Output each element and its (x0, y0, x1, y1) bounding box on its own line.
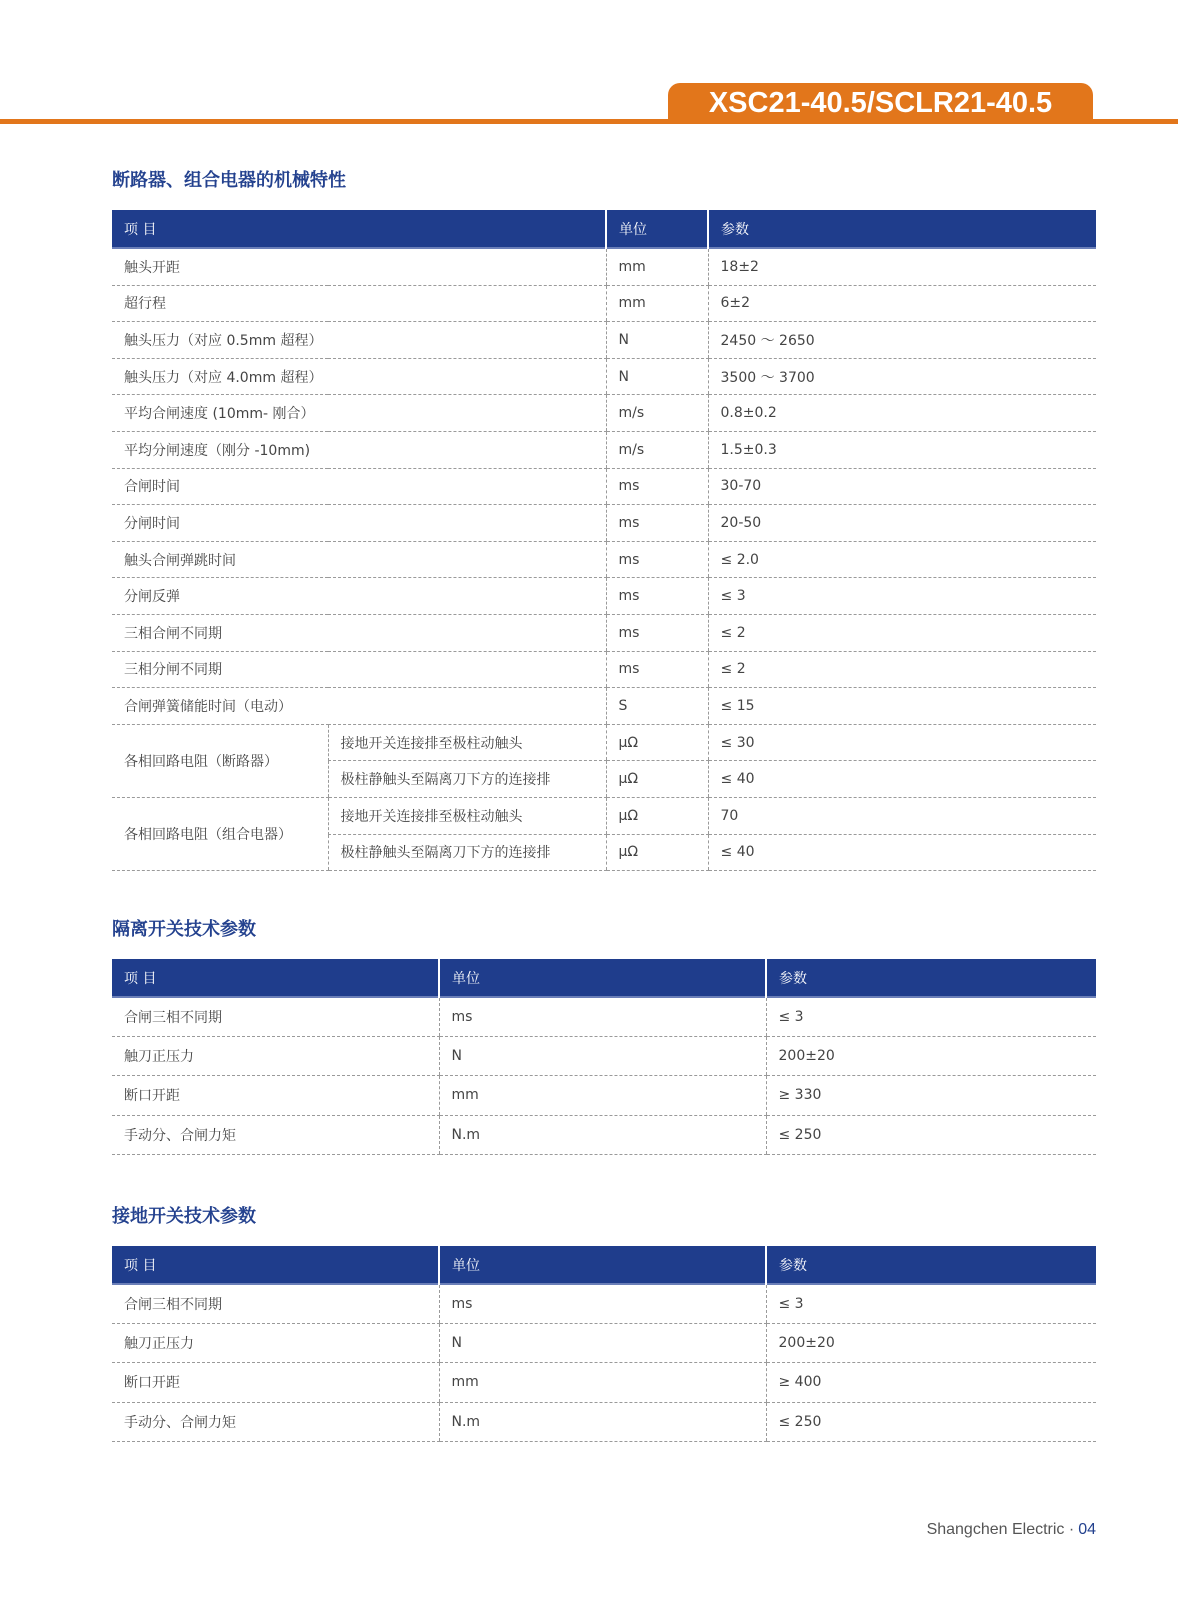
cell-unit: N (606, 358, 708, 395)
cell-value: 3500 ～ 3700 (708, 358, 1096, 395)
cell-unit: m/s (606, 395, 708, 432)
table-row (112, 1076, 1096, 1115)
cell-unit: μΩ (606, 834, 708, 871)
table-row (112, 1363, 1096, 1402)
table-row (112, 505, 1096, 542)
table-row (112, 578, 1096, 615)
cell-item: 断口开距 (112, 1363, 439, 1402)
cell-value: ≥ 330 (766, 1076, 1096, 1115)
cell-item: 三相合闸不同期 (112, 614, 606, 651)
cell-value: ≤ 3 (708, 578, 1096, 615)
cell-unit: N (439, 1324, 766, 1363)
cell-value: 2450 ～ 2650 (708, 322, 1096, 359)
cell-value: ≤ 40 (708, 834, 1096, 871)
cell-value: 18±2 (708, 248, 1096, 285)
section-title-mechanical: 断路器、组合电器的机械特性 (112, 170, 346, 191)
cell-item: 分闸时间 (112, 505, 606, 542)
header-unit: 单位 (439, 1246, 766, 1284)
table-row (112, 614, 1096, 651)
table-row (112, 1284, 1096, 1324)
cell-sub-item: 接地开关连接排至极柱动触头 (328, 724, 606, 761)
cell-unit: S (606, 688, 708, 725)
cell-item: 合闸三相不同期 (112, 1284, 439, 1324)
cell-value: 0.8±0.2 (708, 395, 1096, 432)
cell-sub-item: 极柱静触头至隔离刀下方的连接排 (328, 834, 606, 871)
cell-unit: ms (606, 468, 708, 505)
cell-value: ≤ 3 (766, 997, 1096, 1037)
table-row (112, 285, 1096, 322)
cell-value: 6±2 (708, 285, 1096, 322)
cell-item: 触刀正压力 (112, 1037, 439, 1076)
page-number: 04 (1078, 1521, 1096, 1538)
cell-value: 200±20 (766, 1037, 1096, 1076)
cell-unit: mm (439, 1076, 766, 1115)
table-row (112, 541, 1096, 578)
cell-unit: ms (606, 614, 708, 651)
cell-value: 1.5±0.3 (708, 431, 1096, 468)
cell-value: ≤ 250 (766, 1402, 1096, 1441)
cell-sub-item: 接地开关连接排至极柱动触头 (328, 797, 606, 834)
header-item: 项 目 (112, 959, 439, 997)
cell-unit: ms (606, 578, 708, 615)
table-row (112, 724, 1096, 761)
cell-item: 触刀正压力 (112, 1324, 439, 1363)
group-label: 各相回路电阻（组合电器） (112, 797, 328, 870)
cell-value: ≤ 2.0 (708, 541, 1096, 578)
cell-item: 合闸三相不同期 (112, 997, 439, 1037)
table-row (112, 1115, 1096, 1154)
earthing-switch-table (112, 1246, 1096, 1442)
cell-value: ≤ 2 (708, 651, 1096, 688)
cell-item: 平均合闸速度 (10mm- 刚合） (112, 395, 606, 432)
cell-value: ≤ 30 (708, 724, 1096, 761)
table-row (112, 431, 1096, 468)
mechanical-characteristics-table (112, 210, 1096, 871)
cell-unit: N (606, 322, 708, 359)
cell-item: 触头开距 (112, 248, 606, 285)
header-value: 参数 (766, 959, 1096, 997)
page-footer (927, 1521, 1096, 1539)
cell-unit: ms (606, 651, 708, 688)
cell-unit: mm (606, 248, 708, 285)
cell-value: ≤ 250 (766, 1115, 1096, 1154)
cell-unit: ms (439, 1284, 766, 1324)
cell-unit: μΩ (606, 761, 708, 798)
cell-item: 合闸弹簧储能时间（电动） (112, 688, 606, 725)
cell-value: ≤ 15 (708, 688, 1096, 725)
cell-value: ≤ 40 (708, 761, 1096, 798)
table-row (112, 1037, 1096, 1076)
table-row (112, 395, 1096, 432)
cell-item: 断口开距 (112, 1076, 439, 1115)
footer-brand: Shangchen Electric · (926, 1521, 1075, 1538)
disconnector-table (112, 959, 1096, 1155)
cell-unit: N.m (439, 1402, 766, 1441)
cell-item: 手动分、合闸力矩 (112, 1115, 439, 1154)
cell-value: 30-70 (708, 468, 1096, 505)
section-title-disconnector: 隔离开关技术参数 (112, 919, 256, 940)
cell-unit: μΩ (606, 724, 708, 761)
cell-unit: μΩ (606, 797, 708, 834)
cell-value: 200±20 (766, 1324, 1096, 1363)
table-row (112, 688, 1096, 725)
cell-item: 三相分闸不同期 (112, 651, 606, 688)
cell-sub-item: 极柱静触头至隔离刀下方的连接排 (328, 761, 606, 798)
model-tab: XSC21-40.5/SCLR21-40.5 (668, 83, 1093, 121)
header-unit: 单位 (606, 210, 708, 248)
cell-item: 手动分、合闸力矩 (112, 1402, 439, 1441)
cell-item: 分闸反弹 (112, 578, 606, 615)
header-item: 项 目 (112, 1246, 439, 1284)
cell-unit: m/s (606, 431, 708, 468)
header-unit: 单位 (439, 959, 766, 997)
cell-item: 触头压力（对应 0.5mm 超程） (112, 322, 606, 359)
header-value: 参数 (766, 1246, 1096, 1284)
table-row (112, 248, 1096, 285)
cell-unit: N (439, 1037, 766, 1076)
cell-unit: N.m (439, 1115, 766, 1154)
header-value: 参数 (708, 210, 1096, 248)
table-row (112, 1324, 1096, 1363)
cell-value: 70 (708, 797, 1096, 834)
cell-unit: ms (606, 505, 708, 542)
cell-value: ≤ 2 (708, 614, 1096, 651)
cell-unit: ms (439, 997, 766, 1037)
group-label: 各相回路电阻（断路器） (112, 724, 328, 797)
table-row (112, 322, 1096, 359)
table-row (112, 468, 1096, 505)
cell-unit: ms (606, 541, 708, 578)
table-row (112, 1402, 1096, 1441)
cell-item: 超行程 (112, 285, 606, 322)
table-row (112, 797, 1096, 834)
table-row (112, 651, 1096, 688)
table-row (112, 997, 1096, 1037)
cell-item: 合闸时间 (112, 468, 606, 505)
cell-unit: mm (439, 1363, 766, 1402)
cell-unit: mm (606, 285, 708, 322)
table-row (112, 358, 1096, 395)
header-item: 项 目 (112, 210, 606, 248)
cell-value: 20-50 (708, 505, 1096, 542)
header-rule (0, 119, 1178, 124)
cell-item: 触头压力（对应 4.0mm 超程） (112, 358, 606, 395)
cell-item: 触头合闸弹跳时间 (112, 541, 606, 578)
cell-value: ≤ 3 (766, 1284, 1096, 1324)
section-title-earthing: 接地开关技术参数 (112, 1206, 256, 1227)
cell-item: 平均分闸速度（刚分 -10mm) (112, 431, 606, 468)
cell-value: ≥ 400 (766, 1363, 1096, 1402)
